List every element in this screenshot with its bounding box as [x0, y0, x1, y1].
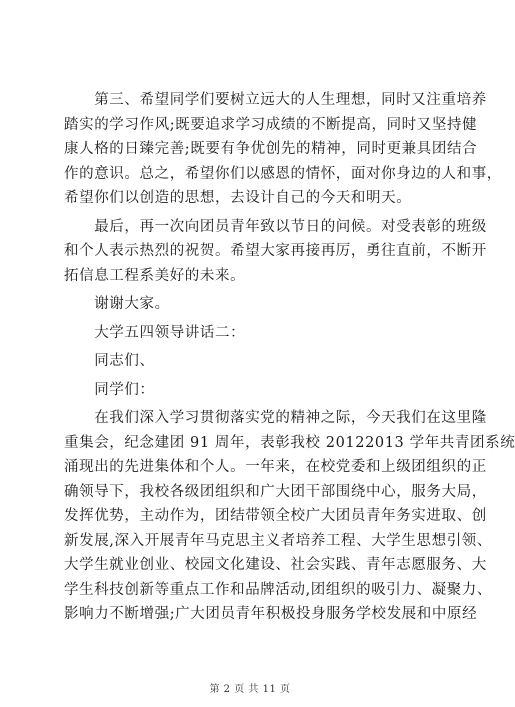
text-line: 同志们、 — [64, 353, 155, 369]
text-line: 涌现出的先进集体和个人。一年来，在校党委和上级团组织的正 — [64, 459, 487, 475]
text-line: 和个人表示热烈的祝贺。希望大家再接再厉，勇往直前，不断开 — [64, 243, 487, 259]
text-line: 踏实的学习作风;既要追求学习成绩的不断提高，同时又坚持健 — [64, 116, 478, 133]
text-line: 康人格的日臻完善;既要有争优创先的精神，同时更兼具团结合 — [64, 141, 478, 157]
text-line: 大学生就业创业、校园文化建设、社会实践、青年志愿服务、大 — [64, 557, 487, 573]
text-line: 谢谢大家。 — [64, 296, 170, 312]
text-line: 在我们深入学习贯彻落实党的精神之际，今天我们在这里隆 — [64, 410, 487, 426]
text-line: 大学五四领导讲话二： — [64, 324, 246, 341]
text-line: 新发展,深入开展青年马克思主义者培养工程、大学生思想引领、 — [64, 532, 493, 549]
text-line: 重集会，纪念建团 91 周年，表彰我校 20122013 学年共青团系统 — [64, 434, 515, 451]
text-line: 学生科技创新等重点工作和品牌活动,团组织的吸引力、凝聚力、 — [64, 581, 493, 598]
text-line: 影响力不断增强;广大团员青年积极投身服务学校发展和中原经 — [64, 606, 478, 622]
text-line: 拓信息工程系美好的未来。 — [64, 267, 246, 284]
text-line: 希望你们以创造的思想，去设计自己的今天和明天。 — [64, 190, 412, 206]
text-line: 第三、希望同学们要树立远大的人生理想，同时又注重培养 — [64, 92, 487, 108]
text-line: 确领导下，我校各级团组织和广大团干部围绕中心，服务大局， — [64, 483, 487, 500]
page-footer: 第 2 页 共 11 页 — [209, 684, 291, 695]
text-line: 最后，再一次向团员青年致以节日的问候。对受表彰的班级 — [64, 218, 487, 235]
text-line: 同学们： — [64, 381, 155, 398]
document-body — [64, 88, 515, 627]
text-line: 作的意识。总之，希望你们以感恩的情怀，面对你身边的人和事， — [64, 165, 502, 182]
text-line: 发挥优势，主动作为，团结带领全校广大团员青年务实进取、创 — [64, 508, 487, 524]
